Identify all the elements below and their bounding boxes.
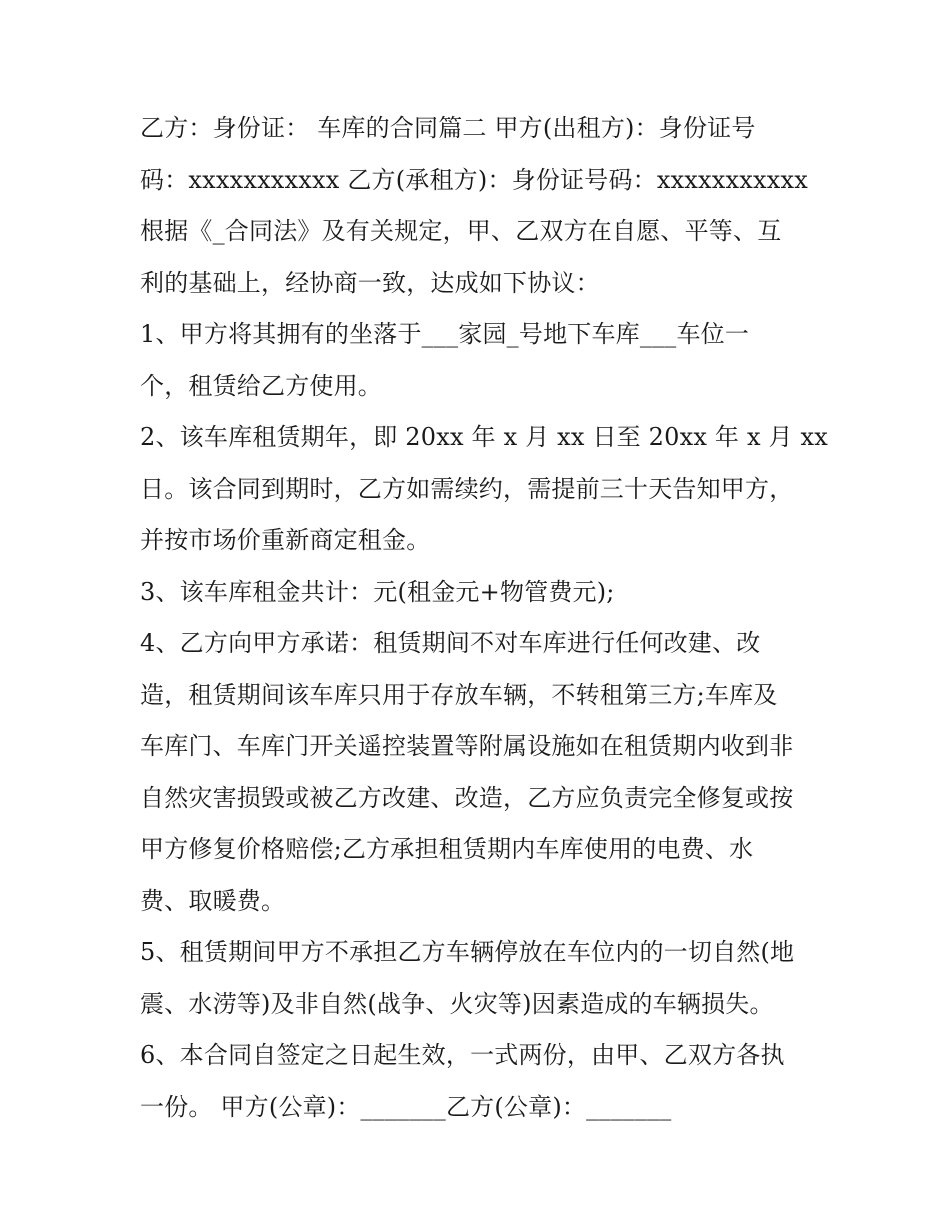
text-line: 乙方：身份证： 车库的合同篇二 甲方(出租方)：身份证号 [140,114,756,142]
text-line: 利的基础上，经协商一致，达成如下协议： [140,268,600,297]
text-line: 个，租赁给乙方使用。 [140,371,382,400]
text-line: 1、甲方将其拥有的坐落于___家园_号地下车库___车位一 [140,320,750,348]
text-line: 震、水涝等)及非自然(战争、火灾等)因素造成的车辆损失。 [140,989,774,1018]
text-line: 4、乙方向甲方承诺：租赁期间不对车库进行任何改建、改 [140,629,761,657]
text-line: 根据《_合同法》及有关规定，甲、乙双方在自愿、平等、互 [140,217,782,245]
text-line: 2、该车库租赁期年，即 20xx 年 x 月 xx 日至 20xx 年 x 月 xx [140,423,829,451]
text-line: 费、取暖费。 [140,886,286,915]
text-line: 6、本合同自签定之日起生效，一式两份，由甲、乙双方各执 [140,1041,785,1069]
text-line: 自然灾害损毁或被乙方改建、改造，乙方应负责完全修复或按 [140,783,794,812]
text-line: 3、该车库租金共计：元(租金元+物管费元); [140,577,615,606]
text-line: 造，租赁期间该车库只用于存放车辆，不转租第三方;车库及 [140,680,778,709]
text-line: 车库门、车库门开关遥控装置等附属设施如在租赁期内收到非 [140,732,794,760]
document-body [140,103,829,1133]
text-line: 并按市场价重新商定租金。 [140,526,431,554]
text-line: 码：xxxxxxxxxxx 乙方(承租方)：身份证号码：xxxxxxxxxxx [140,165,808,194]
text-line: 5、租赁期间甲方不承担乙方车辆停放在车位内的一切自然(地 [140,938,795,966]
text-line: 日。该合同到期时，乙方如需续约，需提前三十天告知甲方， [140,474,794,503]
text-line: 甲方修复价格赔偿;乙方承担租赁期内车库使用的电费、水 [140,835,754,863]
text-line: 一份。 甲方(公章)：_______乙方(公章)：_______ [140,1092,672,1121]
